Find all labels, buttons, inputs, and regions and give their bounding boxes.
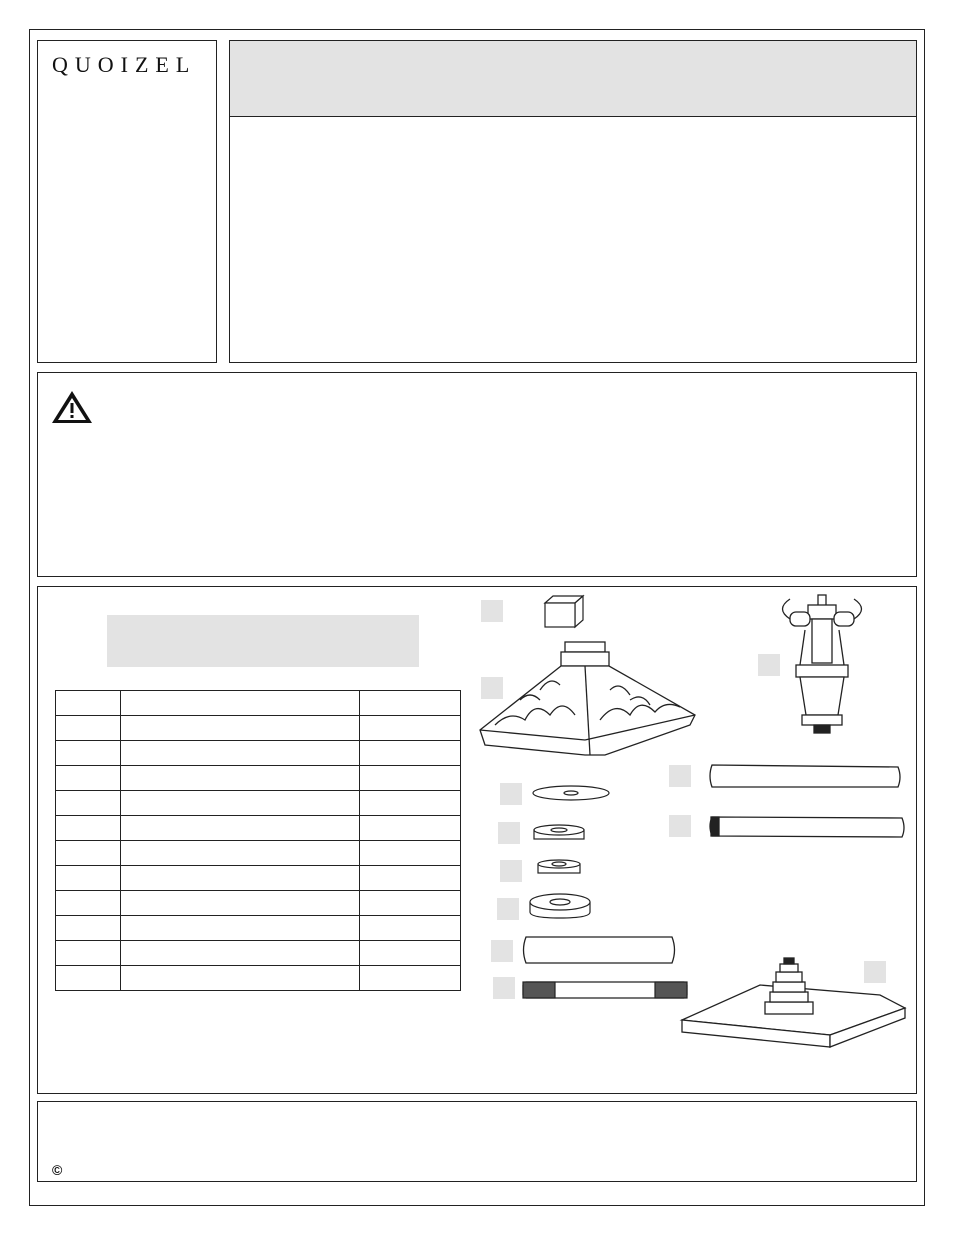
part-tag xyxy=(498,822,520,844)
long-tube-b xyxy=(710,817,904,837)
finial-cube xyxy=(545,596,583,627)
spacer xyxy=(530,894,590,918)
part-tag xyxy=(493,977,515,999)
socket-cluster xyxy=(783,595,862,733)
copyright-symbol: © xyxy=(52,1162,63,1178)
short-tube xyxy=(524,937,675,963)
part-tag xyxy=(481,677,503,699)
part-tag xyxy=(758,654,780,676)
part-tag xyxy=(669,815,691,837)
glass-shade xyxy=(480,642,695,755)
large-nut xyxy=(534,825,584,839)
part-tag xyxy=(481,600,503,622)
part-tag xyxy=(491,940,513,962)
threaded-rod xyxy=(523,982,687,998)
part-tag xyxy=(497,898,519,920)
part-tag xyxy=(500,860,522,882)
part-tag xyxy=(669,765,691,787)
footer-panel xyxy=(37,1101,917,1182)
washer xyxy=(533,786,609,800)
brand-logo: QUOIZEL xyxy=(52,52,197,77)
part-tag xyxy=(500,783,522,805)
long-tube-a xyxy=(710,765,900,787)
small-nut xyxy=(538,860,580,873)
part-tag xyxy=(864,961,886,983)
